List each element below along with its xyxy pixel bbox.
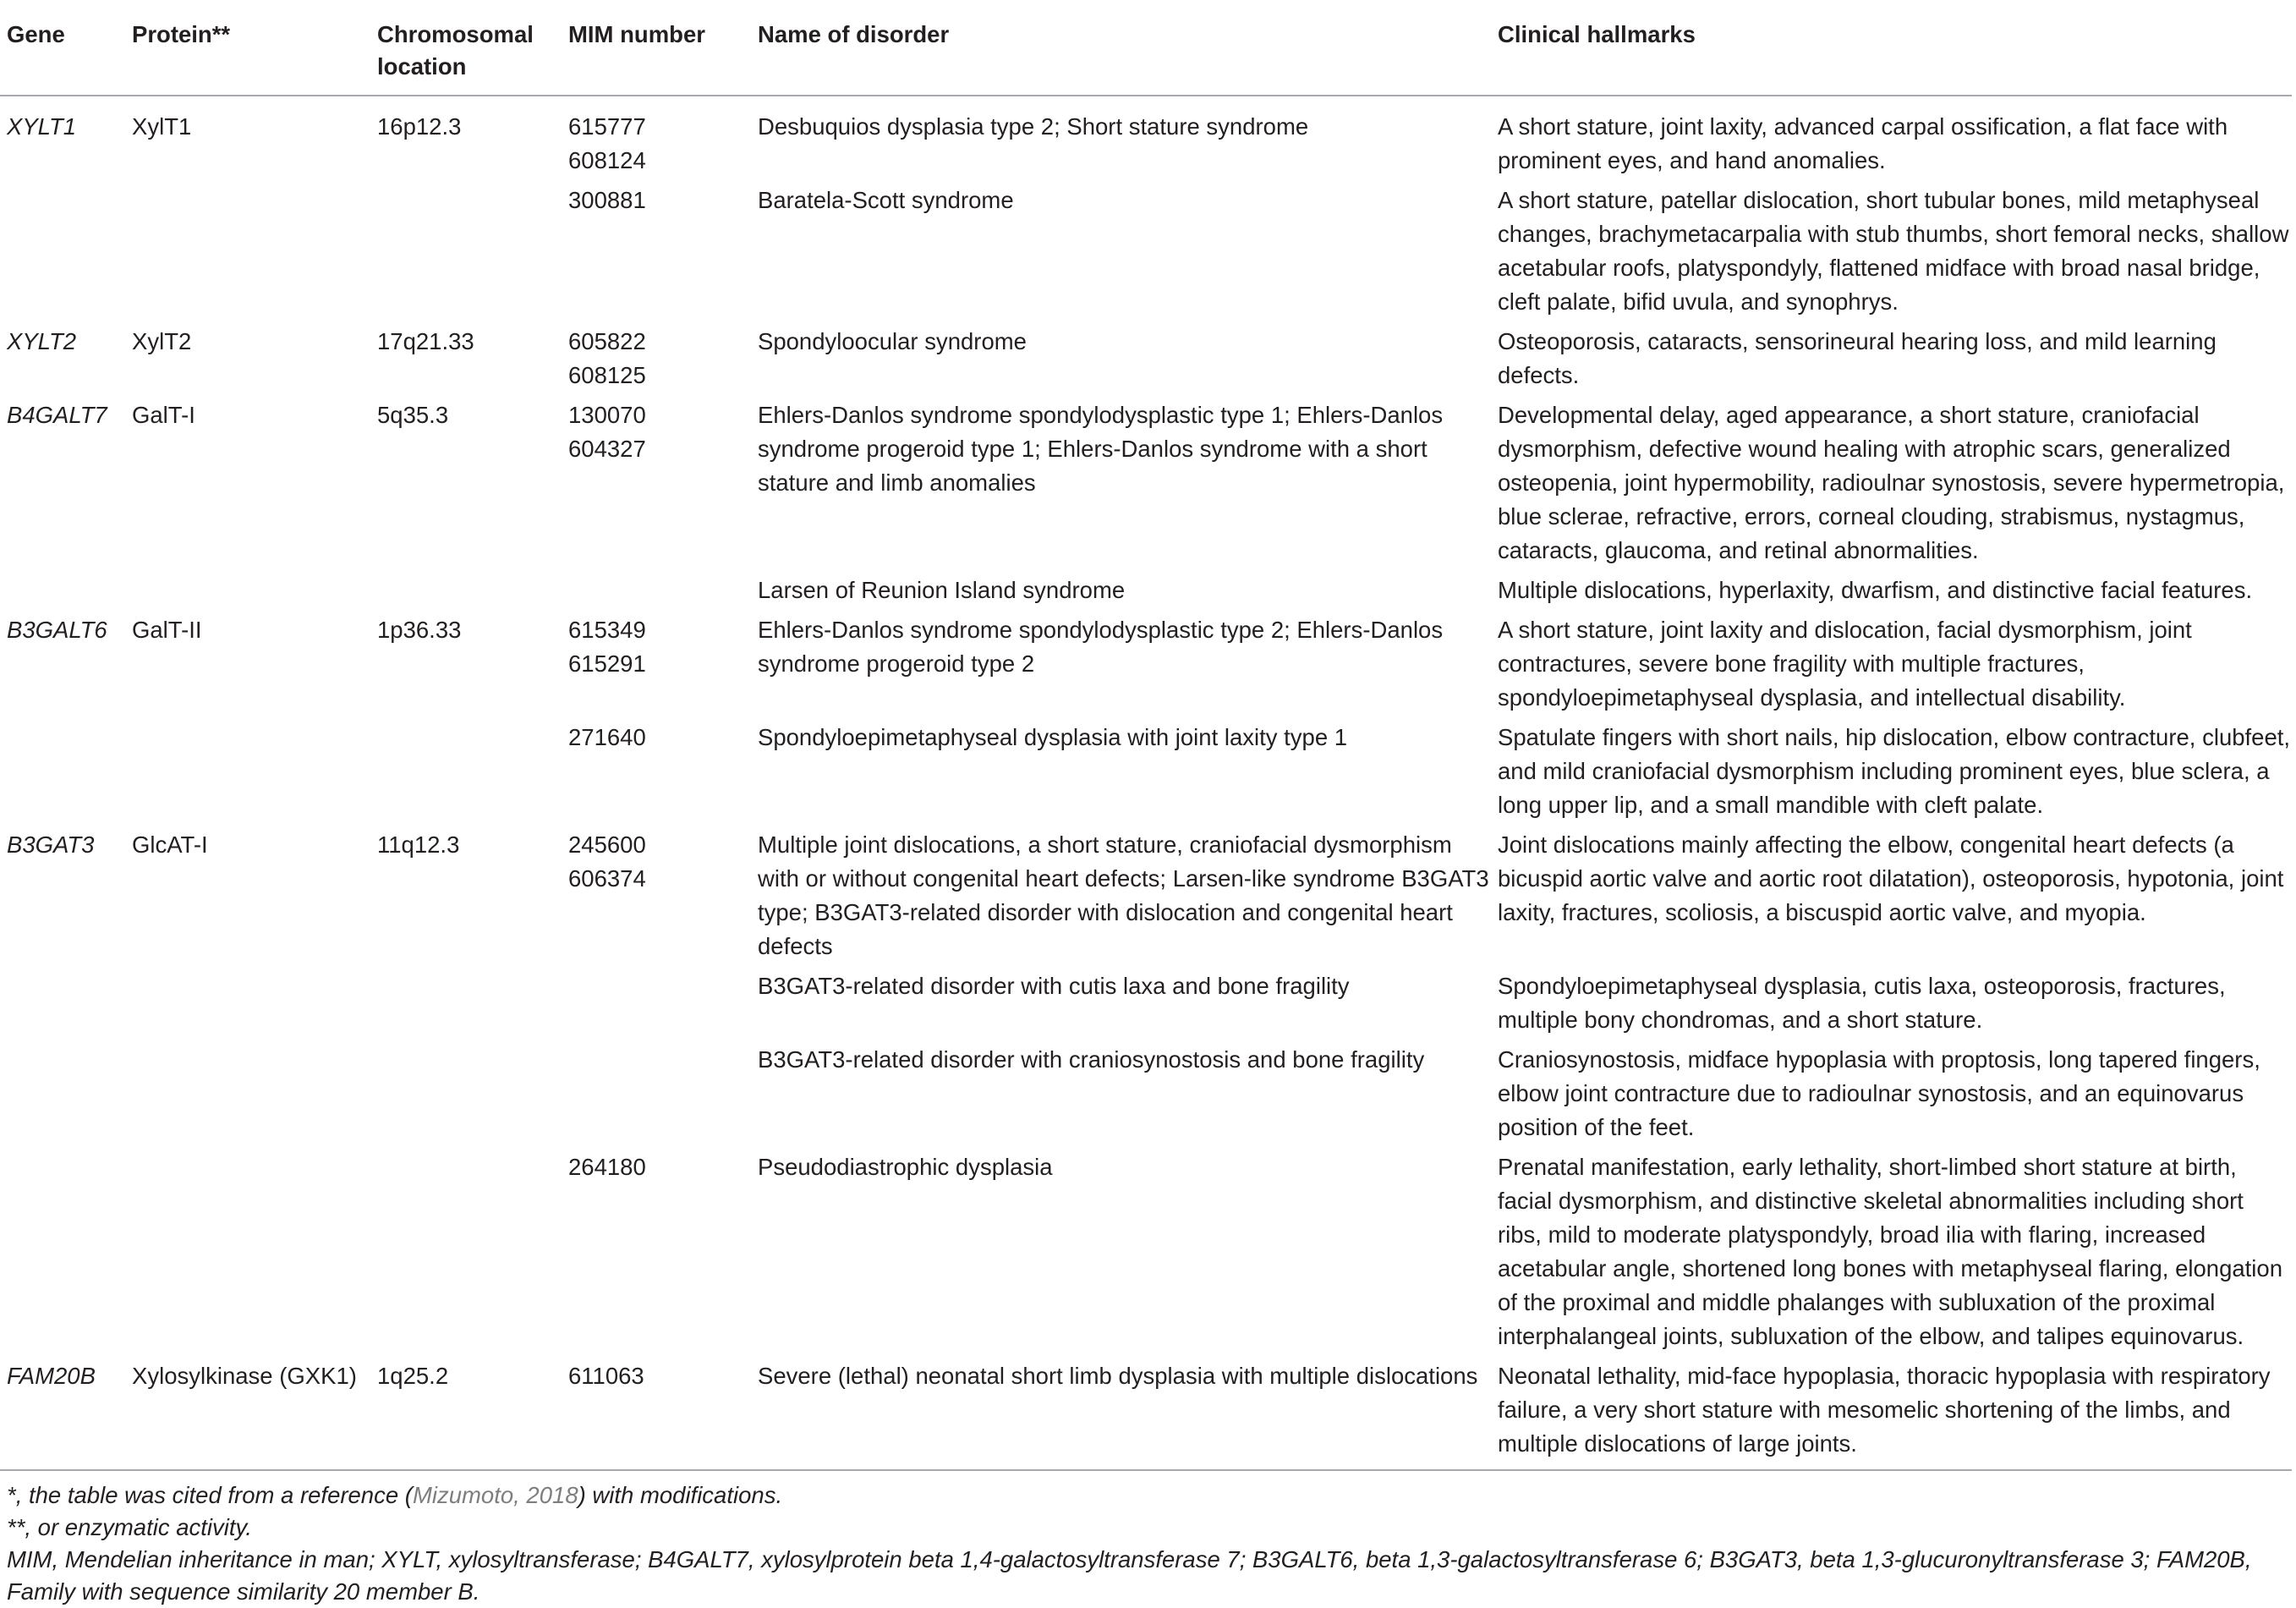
- clinical-hallmarks-cell: Osteoporosis, cataracts, sensorineural hearing loss, and mild learning defects.: [1498, 328, 2217, 388]
- mim-number-cell: [562, 1040, 751, 1147]
- gene-cell: B3GAT3: [7, 831, 95, 858]
- chromosomal-location-cell: [370, 966, 562, 1040]
- clinical-hallmarks-cell: A short stature, joint laxity and dislocation, facial dysmorphism, joint contractures, severe bone fragility with multiple fractures, spondyloepimetaphyseal dysplasia, and intellectual disability.: [1498, 617, 2192, 711]
- disorder-name-cell: Baratela-Scott syndrome: [758, 187, 1014, 213]
- protein-cell: GlcAT-I: [132, 831, 208, 858]
- table-row: [0, 717, 2292, 825]
- chromosomal-location-cell: [370, 570, 562, 610]
- clinical-hallmarks-cell: Spondyloepimetaphyseal dysplasia, cutis laxa, osteoporosis, fractures, multiple bony chondromas, and a short stature.: [1498, 973, 2226, 1033]
- protein-cell: [125, 570, 370, 610]
- gene-cell: [0, 966, 125, 1040]
- clinical-hallmarks-cell: Multiple dislocations, hyperlaxity, dwarfism, and distinctive facial features.: [1498, 577, 2253, 603]
- disorder-name-cell: Desbuquios dysplasia type 2; Short stature syndrome: [758, 113, 1309, 140]
- mim-number-cell: [562, 570, 751, 610]
- clinical-hallmarks-cell: Joint dislocations mainly affecting the elbow, congenital heart defects (a bicuspid aortic valve and aortic root dilatation), osteoporosis, hypotonia, joint laxity, fractures, scoliosis, a biscuspid aortic valve, and myopia.: [1498, 831, 2284, 925]
- table-header: [0, 8, 2292, 96]
- mim-number: 611063: [568, 1363, 644, 1389]
- header-name-of-disorder: Name of disorder: [751, 8, 1491, 96]
- disorders-table: [0, 8, 2292, 1471]
- disorder-name-cell: Multiple joint dislocations, a short stature, craniofacial dysmorphism with or without congenital heart defects; Larsen-like syndrome B3GAT3 type; B3GAT3-related disorder with dislocation and congenital heart defects: [758, 831, 1489, 959]
- protein-cell: GalT-II: [132, 617, 202, 643]
- clinical-hallmarks-cell: Prenatal manifestation, early lethality, short-limbed short stature at birth, facial dysmorphism, and distinctive skeletal abnormalities including short ribs, mild to moderate platyspondyly, broad ilia with flaring, increased acetabular angle, shortened long bones with metaphyseal flaring, elongation of the proximal and middle phalanges with subluxation of the proximal interphalangeal joints, subluxation of the elbow, and talipes equinovarus.: [1498, 1154, 2282, 1349]
- protein-cell: [125, 717, 370, 825]
- mim-number: 605822: [568, 328, 646, 354]
- gene-cell: XYLT1: [7, 113, 77, 140]
- chromosomal-location-cell: [370, 180, 562, 321]
- mim-number: 608125: [568, 362, 646, 388]
- disorder-name-cell: Ehlers-Danlos syndrome spondylodysplastic type 2; Ehlers-Danlos syndrome progeroid type 2: [758, 617, 1444, 677]
- clinical-hallmarks-cell: A short stature, joint laxity, advanced carpal ossification, a flat face with prominent eyes, and hand anomalies.: [1498, 113, 2228, 173]
- mim-number: 604327: [568, 436, 646, 462]
- chromosomal-location-cell: 5q35.3: [377, 402, 449, 428]
- mim-number: 615349: [568, 617, 646, 643]
- protein-cell: XylT2: [132, 328, 192, 354]
- chromosomal-location-cell: [370, 1147, 562, 1356]
- table-row: [0, 321, 2292, 395]
- table-row: [0, 966, 2292, 1040]
- protein-cell: GalT-I: [132, 402, 195, 428]
- chromosomal-location-cell: 16p12.3: [377, 113, 462, 140]
- chromosomal-location-cell: 1p36.33: [377, 617, 462, 643]
- table-row: [0, 1356, 2292, 1470]
- mim-number: 130070: [568, 402, 646, 428]
- table-row: [0, 1040, 2292, 1147]
- mim-number-cell: [562, 966, 751, 1040]
- clinical-hallmarks-cell: Spatulate fingers with short nails, hip dislocation, elbow contracture, clubfeet, and mild craniofacial dysmorphism including prominent eyes, blue sclera, a long upper lip, and a small mandible with cleft palate.: [1498, 724, 2291, 818]
- gene-cell: B4GALT7: [7, 402, 107, 428]
- table-body: [0, 96, 2292, 1470]
- protein-cell: Xylosylkinase (GXK1): [125, 1356, 370, 1470]
- mim-number: 615291: [568, 650, 646, 677]
- citation-link[interactable]: Mizumoto, 2018: [412, 1482, 578, 1508]
- gene-cell: XYLT2: [7, 328, 77, 354]
- protein-cell: [125, 1040, 370, 1147]
- clinical-hallmarks-cell: A short stature, patellar dislocation, short tubular bones, mild metaphyseal changes, brachymetacarpalia with stub thumbs, short femoral necks, shallow acetabular roofs, platyspondyly, flattened midface with broad nasal bridge, cleft palate, bifid uvula, and synophrys.: [1498, 187, 2289, 315]
- disorder-name-cell: Spondyloepimetaphyseal dysplasia with joint laxity type 1: [758, 724, 1348, 750]
- mim-number-cell: [562, 1147, 751, 1356]
- disorder-name-cell: B3GAT3-related disorder with cutis laxa and bone fragility: [758, 973, 1350, 999]
- disorder-name-cell: Ehlers-Danlos syndrome spondylodysplastic type 1; Ehlers-Danlos syndrome progeroid type 1; Ehlers-Danlos syndrome with a short stature and limb anomalies: [758, 402, 1444, 496]
- clinical-hallmarks-cell: Neonatal lethality, mid-face hypoplasia, thoracic hypoplasia with respiratory failure, a very short stature with mesomelic shortening of the limbs, and multiple dislocations of large joints.: [1491, 1356, 2292, 1470]
- chromosomal-location-cell: [370, 1040, 562, 1147]
- chromosomal-location-cell: [370, 717, 562, 825]
- disorder-name-cell: Larsen of Reunion Island syndrome: [758, 577, 1126, 603]
- gene-cell: B3GALT6: [7, 617, 107, 643]
- mim-number: 271640: [568, 724, 646, 750]
- footnote-enzymatic-activity: **, or enzymatic activity.: [7, 1514, 252, 1540]
- disorder-name-cell: B3GAT3-related disorder with craniosynostosis and bone fragility: [758, 1046, 1425, 1073]
- table-row: [0, 570, 2292, 610]
- mim-number-cell: [562, 825, 751, 966]
- mim-number-cell: [562, 717, 751, 825]
- footnote-abbreviations: MIM, Mendelian inheritance in man; XYLT, xylosyltransferase; B4GALT7, xylosylprotein beta 1,4-galactosyltransferase 7; B3GALT6, beta 1,3-galactosyltransferase 6; B3GAT3, beta 1,3-glucuronyltransferase 3; FAM20B, Family with sequence similarity 20 member B.: [7, 1546, 2252, 1605]
- clinical-hallmarks-cell: Craniosynostosis, midface hypoplasia with proptosis, long tapered fingers, elbow joint contracture due to radioulnar synostosis, and an equinovarus position of the feet.: [1498, 1046, 2260, 1140]
- protein-cell: [125, 966, 370, 1040]
- footnote-citation-suffix: ) with modifications.: [578, 1482, 783, 1508]
- disorder-name-cell: Severe (lethal) neonatal short limb dysplasia with multiple dislocations: [751, 1356, 1491, 1470]
- chromosomal-location-cell: 17q21.33: [377, 328, 474, 354]
- protein-cell: [125, 180, 370, 321]
- header-clinical-hallmarks: Clinical hallmarks: [1491, 8, 2292, 96]
- gene-cell: [0, 1040, 125, 1147]
- header-chromosomal-location: Chromosomal location: [370, 8, 562, 96]
- mim-number-cell: [562, 321, 751, 395]
- protein-cell: [125, 1147, 370, 1356]
- gene-cell: FAM20B: [0, 1356, 125, 1470]
- table-row: [0, 1147, 2292, 1356]
- footnote-citation: [7, 1479, 2290, 1512]
- mim-number: 264180: [568, 1154, 646, 1180]
- header-row: [0, 8, 2292, 96]
- table-footnotes: [0, 1471, 2290, 1608]
- table-row: [0, 395, 2292, 570]
- mim-number-cell: [562, 1356, 751, 1470]
- table-row: [0, 96, 2292, 180]
- chromosomal-location-cell: 11q12.3: [377, 831, 460, 858]
- header-mim-number: MIM number: [562, 8, 751, 96]
- mim-number-cell: [562, 610, 751, 717]
- table-row: [0, 610, 2292, 717]
- gene-cell: [0, 570, 125, 610]
- gene-cell: [0, 1147, 125, 1356]
- clinical-hallmarks-cell: Developmental delay, aged appearance, a short stature, craniofacial dysmorphism, defective wound healing with atrophic scars, generalized osteopenia, joint hypermobility, radioulnar synostosis, severe hypermetropia, blue sclerae, refractive, errors, corneal clouding, strabismus, nystagmus, cataracts, glaucoma, and retinal abnormalities.: [1498, 402, 2285, 563]
- protein-cell: XylT1: [132, 113, 192, 140]
- mim-number: 606374: [568, 865, 646, 892]
- disorder-name-cell: Spondyloocular syndrome: [758, 328, 1027, 354]
- chromosomal-location-cell: 1q25.2: [370, 1356, 562, 1470]
- mim-number-cell: [562, 96, 751, 180]
- table-row: [0, 825, 2292, 966]
- mim-number-cell: [562, 180, 751, 321]
- table-row: [0, 180, 2292, 321]
- gene-cell: [0, 180, 125, 321]
- mim-number: 300881: [568, 187, 646, 213]
- mim-number-cell: [562, 395, 751, 570]
- footnote-citation-prefix: *, the table was cited from a reference (: [7, 1482, 413, 1508]
- header-protein: Protein**: [125, 8, 370, 96]
- mim-number: 608124: [568, 147, 646, 173]
- disorder-name-cell: Pseudodiastrophic dysplasia: [758, 1154, 1053, 1180]
- mim-number: 615777: [568, 113, 646, 140]
- header-gene: Gene: [0, 8, 125, 96]
- mim-number: 245600: [568, 831, 646, 858]
- gene-cell: [0, 717, 125, 825]
